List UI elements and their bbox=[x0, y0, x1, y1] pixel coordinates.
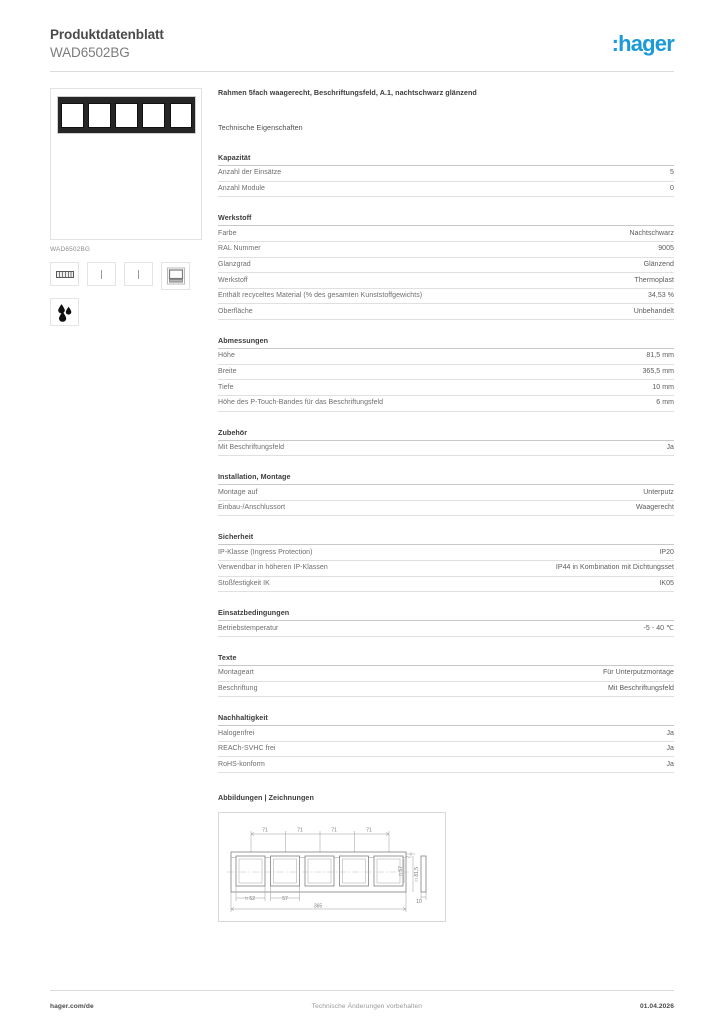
product-reference: WAD6502BG bbox=[50, 44, 130, 60]
spec-label: Verwendbar in höheren IP-Klassen bbox=[218, 564, 328, 572]
vertical-bar-icon bbox=[87, 262, 116, 286]
spec-label: Höhe des P-Touch-Bandes für das Beschriftungsfeld bbox=[218, 399, 384, 407]
frame-gang bbox=[115, 103, 138, 128]
page-header bbox=[50, 25, 674, 61]
spec-value: Waagerecht bbox=[636, 504, 674, 512]
spec-label: Farbe bbox=[218, 229, 237, 237]
spec-value: IK05 bbox=[659, 580, 674, 588]
spec-value: Unbehandelt bbox=[633, 307, 674, 315]
spec-value: 5 bbox=[670, 169, 674, 177]
spec-row bbox=[218, 349, 674, 365]
spec-row bbox=[218, 501, 674, 517]
spec-row bbox=[218, 396, 674, 412]
drawings-title: Abbildungen | Zeichnungen bbox=[218, 793, 314, 802]
spec-row bbox=[218, 182, 674, 198]
spec-row bbox=[218, 666, 674, 682]
labelling-field-icon bbox=[161, 262, 190, 290]
footer-divider bbox=[50, 990, 674, 991]
spec-label: Montageart bbox=[218, 669, 254, 677]
spec-label: Betriebstemperatur bbox=[218, 624, 279, 632]
frame-gang bbox=[170, 103, 193, 128]
spec-value: IP44 in Kombination mit Dichtungsset bbox=[555, 564, 674, 572]
spec-label: Halogenfrei bbox=[218, 729, 255, 737]
frame-gang bbox=[88, 103, 111, 128]
frame-gang bbox=[61, 103, 84, 128]
spec-row bbox=[218, 726, 674, 742]
spec-value: 81,5 mm bbox=[646, 352, 674, 360]
dim-pitch-2: 71 bbox=[297, 827, 303, 834]
spec-row bbox=[218, 304, 674, 320]
dim-pitch-3: 71 bbox=[331, 827, 337, 834]
footer-website[interactable]: hager.com/de bbox=[50, 1003, 94, 1010]
spec-group bbox=[218, 428, 674, 457]
spec-row bbox=[218, 242, 674, 258]
spec-row bbox=[218, 226, 674, 242]
spec-label: Glanzgrad bbox=[218, 260, 251, 268]
title-block bbox=[50, 25, 164, 61]
spec-groups bbox=[218, 153, 674, 773]
spec-row bbox=[218, 380, 674, 396]
spec-row bbox=[218, 273, 674, 289]
drawings-section bbox=[218, 793, 674, 922]
spec-value: 10 mm bbox=[652, 383, 674, 391]
spec-value: Glänzend bbox=[643, 260, 674, 268]
spec-row bbox=[218, 621, 674, 637]
spec-value: 365,5 mm bbox=[642, 368, 674, 376]
product-photo bbox=[50, 88, 202, 240]
spec-label: Stoßfestigkeit IK bbox=[218, 580, 270, 588]
spec-label: RoHS-konform bbox=[218, 760, 265, 768]
spec-row bbox=[218, 166, 674, 182]
spec-group bbox=[218, 713, 674, 773]
spec-value: Für Unterputzmontage bbox=[602, 669, 674, 677]
dim-pitch-4: 71 bbox=[366, 827, 372, 834]
spec-group-title: Abmessungen bbox=[218, 336, 674, 349]
spec-value: Ja bbox=[666, 729, 674, 737]
multi-gang-frame-icon bbox=[50, 262, 79, 286]
spec-label: Anzahl Module bbox=[218, 185, 265, 193]
spec-value: Ja bbox=[666, 745, 674, 753]
header-divider bbox=[50, 71, 674, 72]
spec-label: Höhe bbox=[218, 352, 235, 360]
spec-value: 9005 bbox=[658, 245, 674, 253]
spec-value: Thermoplast bbox=[634, 276, 674, 284]
spec-group-title: Zubehör bbox=[218, 428, 674, 441]
spec-group bbox=[218, 653, 674, 697]
spec-label: RAL Nummer bbox=[218, 245, 261, 253]
photo-caption: WAD6502BG bbox=[50, 246, 91, 253]
spec-row bbox=[218, 682, 674, 698]
spec-group bbox=[218, 153, 674, 197]
spec-group bbox=[218, 472, 674, 516]
spec-value: Ja bbox=[666, 760, 674, 768]
spec-value: Ja bbox=[666, 443, 674, 451]
spec-group-title: Installation, Montage bbox=[218, 472, 674, 485]
spec-group-title: Nachhaltigkeit bbox=[218, 713, 674, 726]
spec-group bbox=[218, 608, 674, 637]
spec-group bbox=[218, 213, 674, 320]
technical-properties-heading: Technische Eigenschaften bbox=[218, 123, 303, 132]
spec-row bbox=[218, 577, 674, 593]
spec-row bbox=[218, 258, 674, 274]
spec-value: 6 mm bbox=[656, 399, 674, 407]
spec-label: Montage auf bbox=[218, 488, 258, 496]
vertical-bar-icon-2 bbox=[124, 262, 153, 286]
spec-value: IP20 bbox=[659, 548, 674, 556]
dim-label-height: 7 bbox=[406, 855, 412, 859]
dim-inner-height: □ 57 bbox=[398, 866, 404, 876]
spec-row bbox=[218, 742, 674, 758]
technical-drawing bbox=[218, 812, 446, 922]
technical-drawing-svg bbox=[223, 817, 441, 917]
footer-date: 01.04.2026 bbox=[639, 1003, 674, 1010]
dim-cutout: □ 52 bbox=[245, 896, 255, 902]
spec-label: REACh-SVHC frei bbox=[218, 745, 276, 753]
product-description: Rahmen 5fach waagerecht, Beschriftungsfeld, A.1, nachtschwarz glänzend bbox=[218, 88, 477, 97]
spec-group-title: Einsatzbedingungen bbox=[218, 608, 674, 621]
product-frame-graphic bbox=[57, 96, 196, 134]
spec-row bbox=[218, 441, 674, 457]
spec-row bbox=[218, 485, 674, 501]
spec-label: Anzahl der Einsätze bbox=[218, 169, 282, 177]
spec-value: -5 - 40 ℃ bbox=[643, 624, 674, 632]
spec-label: Einbau-/Anschlussort bbox=[218, 504, 286, 512]
product-icon-grid bbox=[50, 262, 202, 326]
spec-label: Beschriftung bbox=[218, 684, 258, 692]
spec-label: Tiefe bbox=[218, 383, 234, 391]
spec-row bbox=[218, 757, 674, 773]
spec-value: 0 bbox=[670, 185, 674, 193]
spec-label: Werkstoff bbox=[218, 276, 248, 284]
specifications-column bbox=[218, 88, 674, 922]
product-media-column bbox=[50, 88, 202, 326]
dim-gang-width: 57 bbox=[282, 896, 288, 902]
dim-total-width: 365 bbox=[313, 903, 323, 910]
spec-label: Enthält recyceltes Material (% des gesamten Kunststoffgewichts) bbox=[218, 292, 423, 300]
dim-outer-height: □ 81,5 bbox=[414, 866, 420, 882]
spec-label: Oberfläche bbox=[218, 307, 253, 315]
spec-row bbox=[218, 365, 674, 381]
footer-disclaimer: Technische Änderungen vorbehalten bbox=[311, 1003, 423, 1010]
spec-value: Nachtschwarz bbox=[629, 229, 674, 237]
spec-group-title: Werkstoff bbox=[218, 213, 674, 226]
spec-group-title: Texte bbox=[218, 653, 674, 666]
spec-group-title: Kapazität bbox=[218, 153, 674, 166]
page-footer bbox=[50, 1003, 674, 1010]
spec-label: Mit Beschriftungsfeld bbox=[218, 443, 285, 451]
hager-logo: :hager bbox=[611, 31, 674, 56]
dim-depth: 10 bbox=[416, 899, 422, 905]
spec-row bbox=[218, 545, 674, 561]
spec-value: 34,53 % bbox=[647, 292, 674, 300]
spec-value: Unterputz bbox=[643, 488, 674, 496]
page-title: Produktdatenblatt bbox=[50, 27, 164, 42]
water-drops-icon bbox=[50, 298, 79, 326]
dim-pitch-1: 71 bbox=[262, 827, 268, 834]
spec-group-title: Sicherheit bbox=[218, 532, 674, 545]
spec-value: Mit Beschriftungsfeld bbox=[607, 684, 674, 692]
spec-row bbox=[218, 561, 674, 577]
spec-group bbox=[218, 336, 674, 412]
spec-group bbox=[218, 532, 674, 592]
spec-label: IP-Klasse (Ingress Protection) bbox=[218, 548, 313, 556]
spec-row bbox=[218, 289, 674, 305]
spec-label: Breite bbox=[218, 368, 237, 376]
frame-gang bbox=[142, 103, 165, 128]
